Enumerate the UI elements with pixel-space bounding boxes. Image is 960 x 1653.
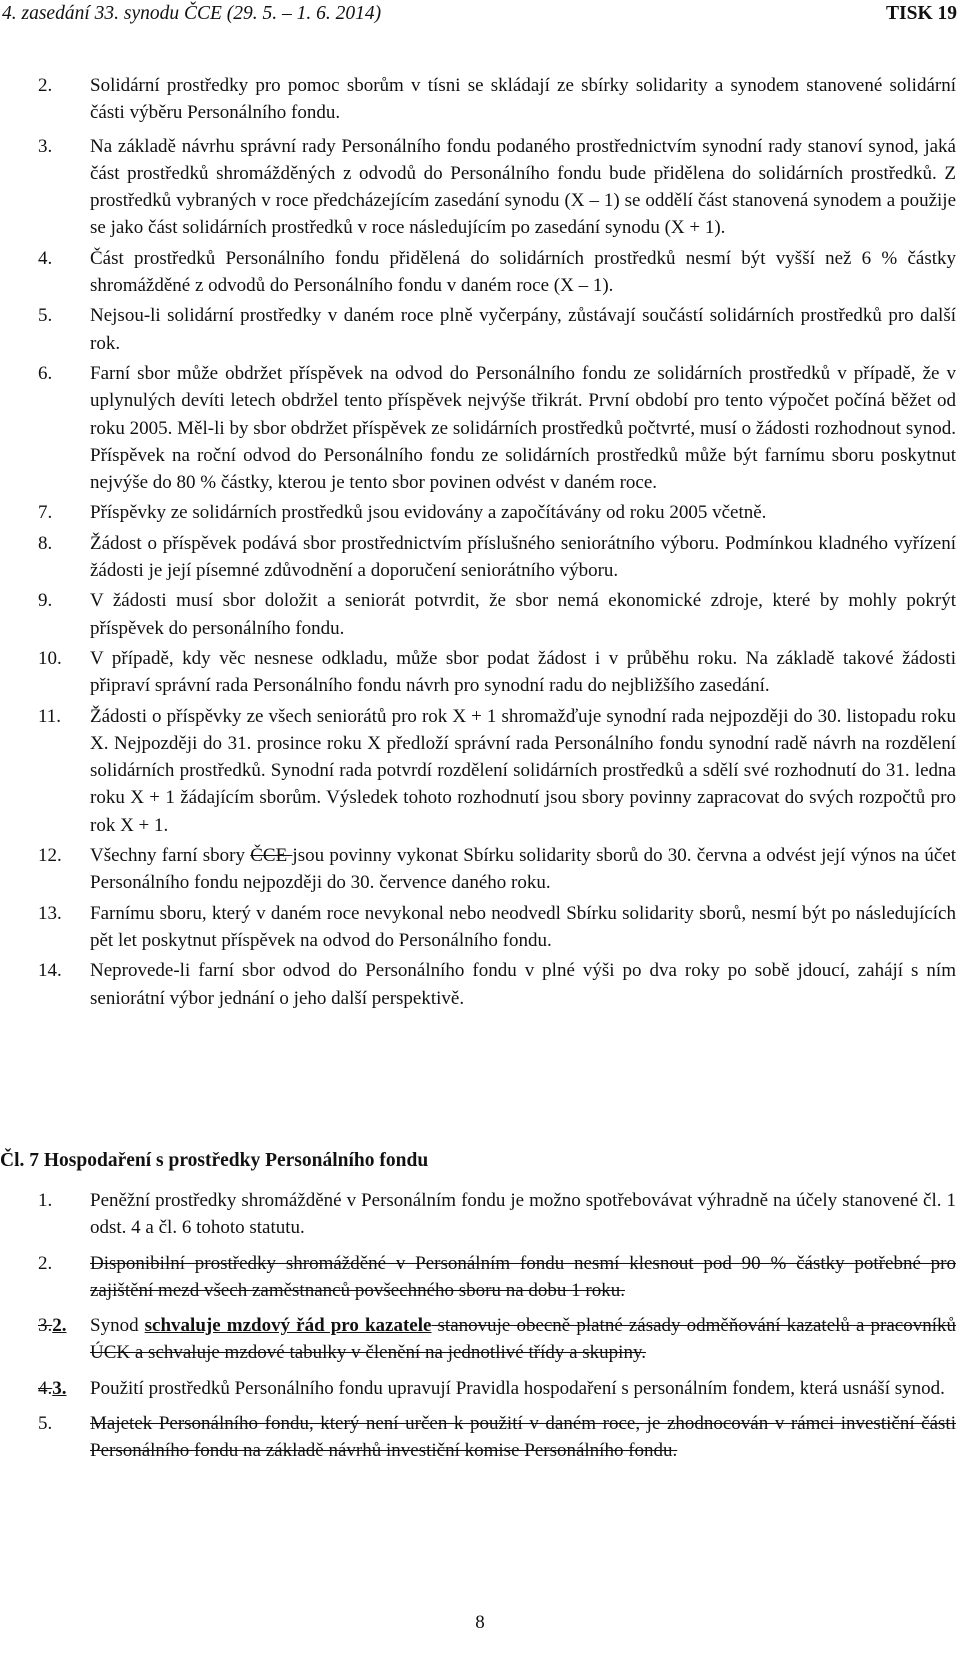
list-item [38,1187,956,1242]
list-item [38,900,956,955]
list-item [38,530,956,585]
section-heading: Čl. 7 Hospodaření s prostředky Personálního fondu [0,1150,429,1171]
struck-text: stanovuje obecně platné zásady odměňování kazatelů a pracovníků ÚCK a schvaluje mzdové tabulky v členění na jednotlivé třídy a skupiny. [90,1315,956,1364]
item-text: Žádosti o příspěvky ze všech seniorátů pro rok X + 1 shromažďuje synodní rada nejpozději do 30. listopadu roku X. Nejpozději do 31. prosince roku X předloží správní rada Personálního fondu synodní radě návrh na rozdělení solidárních prostředků. Synodní rada potvrdí rozdělení solidárních prostředků a sdělí své rozhodnutí do 31. ledna roku X + 1 žádajícím sborům. Výsledek tohoto rozhodnutí jsou sbory povinny zapracovat do svých rozpočtů pro rok X + 1. [90,705,956,836]
item-number: 7. [38,502,53,524]
item-number: 8. [38,532,53,554]
item-text: Peněžní prostředky shromážděné v Personálním fondu je možno spotřebovávat výhradně na účely stanovené čl. 1 odst. 4 a čl. 6 tohoto statutu. [90,1190,956,1239]
list-item [38,587,956,642]
old-number: 4. [38,1377,53,1399]
item-number: 1. [38,1190,53,1211]
list-item [38,645,956,700]
item-text-lead: Synod [90,1315,145,1337]
item-text: Farní sbor může obdržet příspěvek na odvod do Personálního fondu ze solidárních prostředků v případě, že v uplynulých devíti letech obdržel tento příspěvek nejvýše třikrát. První období pro tento výpočet počíná běžet od roku 2005. Měl-li by sbor obdržet příspěvek ze solidárních prostředků počtvrté, musí o žádosti rozhodnout synod. Příspěvek na roční odvod do Personálního fondu ze solidárních prostředků může být farnímu sboru poskytnut nejvýše do 80 % částky, kterou je tento sbor povinen odvést v daném roce. [90,362,956,494]
item-number: 14. [38,960,62,982]
list-item-renumbered [38,1375,956,1402]
item-text: Část prostředků Personálního fondu přidělená do solidárních prostředků nesmí být vyšší než 6 % částky shromážděné z odvodů do Personálního fondu v daném roce (X – 1). [90,247,956,297]
item-number [38,1312,67,1339]
item-text: V případě, kdy věc nesnese odkladu, může sbor podat žádost i v průběhu roku. Na základě takové žádosti připraví správní rada Personálního fondu návrh pro synodní radu do nejbližšího zasedání. [90,647,956,697]
item-number: 5. [38,1413,53,1435]
item-text: Příspěvky ze solidárních prostředků jsou evidovány a započítávány od roku 2005 včetně. [90,502,767,524]
item-number: 4. [38,247,53,269]
item-number [38,1375,67,1402]
item-text: Žádost o příspěvek podává sbor prostřednictvím příslušného seniorátního výboru. Podmínkou kladného vyřízení žádosti je její písemné zdůvodnění a doporučení seniorátního výboru. [90,532,956,582]
old-number: 3. [38,1315,53,1337]
section-items-list [38,1187,956,1473]
item-text: V žádosti musí sbor doložit a seniorát potvrdit, že sbor nemá ekonomické zdroje, které by mohly pokrýt příspěvek do personálního fondu. [90,590,956,639]
page-number: 8 [475,1612,485,1633]
struck-text: ČCE [250,845,293,867]
new-number: 3. [52,1377,67,1399]
list-item [38,703,956,839]
list-item-deleted [38,1250,956,1305]
list-item-amended [38,1312,956,1367]
item-text-post: jsou povinny vykonat Sbírku solidarity sborů do 30. června a odvést její výnos na účet Personálního fondu nejpozději do 30. července daného roku. [90,845,957,894]
solidarity-rules-list [38,72,956,1012]
item-number: 9. [38,590,53,612]
list-item [38,245,956,300]
item-number: 2. [38,75,53,96]
list-item [38,957,956,1012]
item-text: Solidární prostředky pro pomoc sborům v tísni se skládají ze sbírky solidarity a synodem stanovené solidární části výběru Personálního fondu. [90,75,956,124]
list-item [38,133,956,242]
page-header [2,3,957,33]
new-number: 2. [52,1315,67,1337]
item-text: Nejsou-li solidární prostředky v daném roce plně vyčerpány, zůstávají součástí solidárních prostředků pro další rok. [90,305,956,354]
item-number: 6. [38,362,53,384]
list-item [38,499,956,526]
item-text: Majetek Personálního fondu, který není určen k použití v daném roce, je zhodnocován v rámci investiční části Personálního fondu na základě návrhů investiční komise Personálního fondu. [90,1413,956,1462]
list-item [38,360,956,496]
list-item-deleted [38,1410,956,1465]
item-text: Farnímu sboru, který v daném roce nevykonal nebo neodvedl Sbírku solidarity sborů, nesmí být po následujících pět let poskytnut příspěvek na odvod do Personálního fondu. [90,902,956,951]
item-text-pre: Všechny farní sbory [90,845,251,867]
item-number: 13. [38,902,62,924]
item-text: Použití prostředků Personálního fondu upravují Pravidla hospodaření s personálním fondem, která usnáší synod. [90,1377,945,1399]
item-text: Disponibilní prostředky shromážděné v Personálním fondu nesmí klesnout pod 90 % částky potřebné pro zajištění mezd všech zaměstnanců povšechného sboru na dobu 1 roku. [90,1252,956,1301]
list-item [38,72,956,127]
header-tisk-label: TISK 19 [886,3,957,24]
list-item [38,302,956,357]
list-item [38,842,956,897]
item-number: 2. [38,1252,53,1274]
header-session-title: 4. zasedání 33. synodu ČCE (29. 5. – 1. 6. 2014) [2,3,382,24]
item-text: Na základě návrhu správní rady Personálního fondu podaného prostřednictvím synodní rady stanoví synod, jaká část prostředků shromážděných z odvodů do Personálního fondu bude přidělena do solidárních prostředků. Z prostředků vybraných v roce předcházejícím zasedání synodu (X – 1) se oddělí část stanovená synodem a použije se jako část solidárních prostředků v roce následujícím po zasedání synodu (X + 1). [90,135,956,239]
item-number: 5. [38,305,53,327]
item-number: 3. [38,135,53,157]
item-number: 12. [38,845,62,867]
item-number: 10. [38,647,62,669]
item-text: Neprovede-li farní sbor odvod do Personálního fondu v plné výši po dva roky po sobě jdoucí, zahájí s ním seniorátní výbor jednání o jeho další perspektivě. [90,960,956,1009]
item-number: 11. [38,705,62,727]
inserted-text: schvaluje mzdový řád pro kazatele [144,1315,432,1337]
